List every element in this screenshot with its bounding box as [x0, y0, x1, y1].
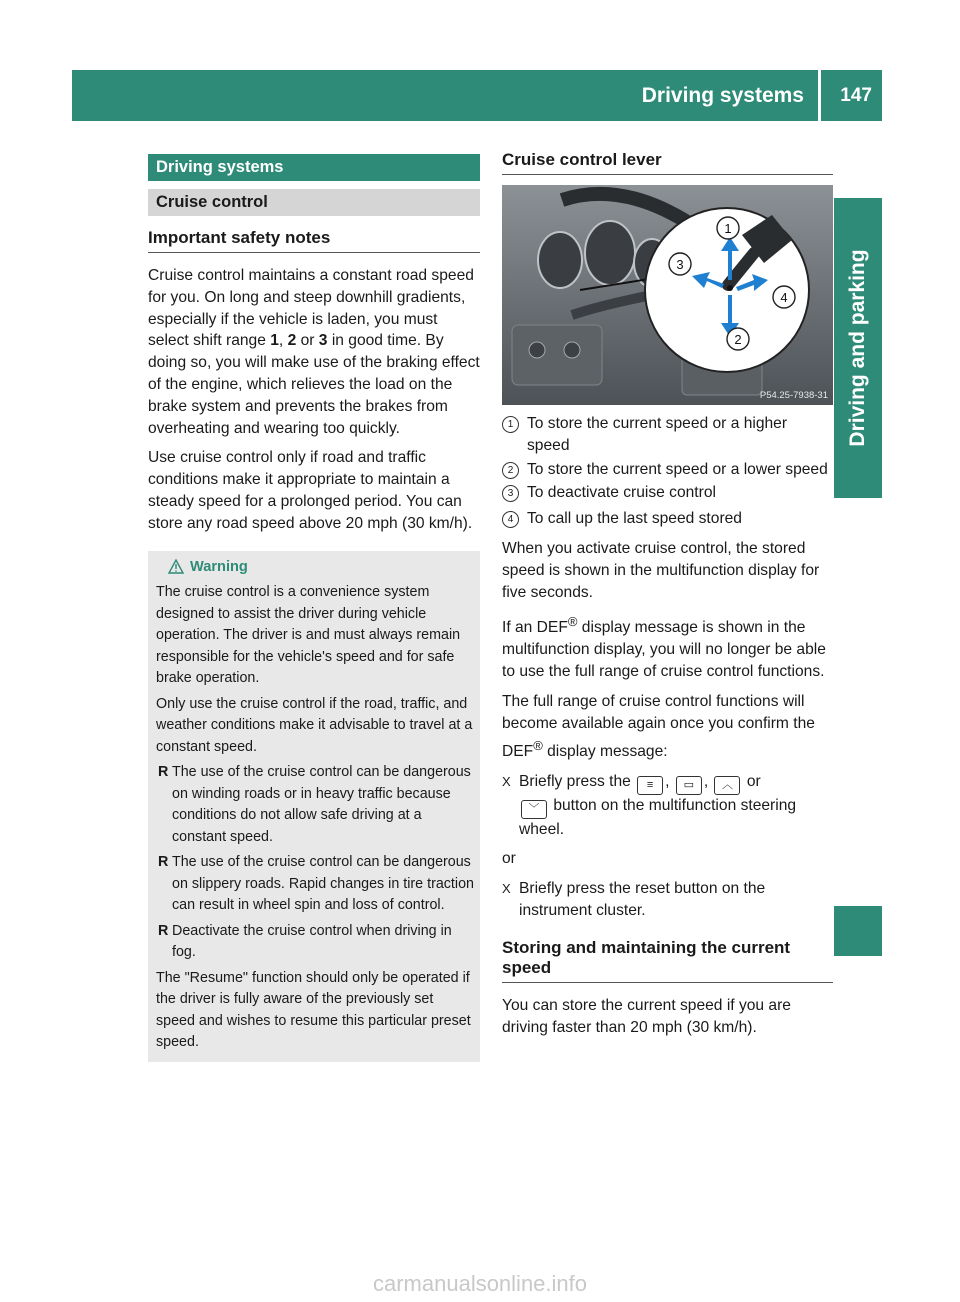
warning-paragraph-2: Only use the cruise control if the road, traffic, and weather conditions make it advisable to travel at a constant speed. — [156, 695, 473, 755]
left-column — [148, 154, 480, 1062]
step-reset-button: X Briefly press the reset button on the instrument cluster. — [502, 880, 766, 919]
list-item: 4 To call up the last speed stored — [502, 508, 833, 530]
header-title: Driving systems — [642, 70, 821, 121]
usage-paragraph: Use cruise control only if road and traffic conditions make it appropriate to maintain a steady speed for a prolonged period. You can store any road speed above 20 mph (30 km/h). — [148, 449, 473, 532]
step-press-buttons: X Briefly press the ≡ , ▭ , ︿ or ﹀ button on the multifunction steering wheel. — [502, 772, 797, 838]
list-item: 3 To deactivate cruise control — [502, 482, 833, 504]
def-paragraph: If an DEF® display message is shown in the multifunction display, you will no longer be able to use the full range of cruise control functions. — [502, 614, 826, 681]
display-menu-button-icon: ≡ — [637, 776, 663, 795]
cruise-lever-heading: Cruise control lever — [502, 150, 833, 175]
right-column — [502, 150, 833, 1038]
figure-code: P54.25-7938-31 — [759, 390, 828, 401]
svg-text:2: 2 — [734, 332, 742, 347]
store-speed-paragraph: You can store the current speed if you are driving faster than 20 mph (30 km/h). — [502, 996, 791, 1036]
storing-speed-heading: Storing and maintaining the current speed — [502, 938, 833, 983]
callout-3 — [669, 253, 691, 275]
subsection-title: Cruise control — [148, 189, 480, 216]
warning-bullet: R The use of the cruise control can be dangerous on slippery roads. Rapid changes in tire traction can result in wheel spin and loss of control. — [158, 854, 474, 914]
warning-bullet: R Deactivate the cruise control when driving in fog. — [158, 922, 452, 961]
callout-1 — [717, 217, 739, 239]
activate-paragraph: When you activate cruise control, the stored speed is shown in the multifunction display for five seconds. — [502, 539, 820, 601]
watermark: carmanualsonline.info — [372, 1271, 588, 1296]
intro-paragraph: Cruise control maintains a constant road speed for you. On long and steep downhill gradients, especially if the vehicle is laden, you must select shift range 1, 2 or 3 in good time. By doing so, you will make use of the braking effect of the engine, which relieves the load on the brake system and prevents the brakes from overheating and wearing too quickly. — [148, 267, 480, 437]
warning-icon — [168, 559, 184, 574]
side-tab — [834, 198, 882, 498]
arrow-down-button-icon: ﹀ — [521, 800, 547, 819]
side-marker — [834, 906, 882, 956]
important-safety-heading: Important safety notes — [148, 228, 480, 253]
warning-paragraph-3: The "Resume" function should only be operated if the driver is fully aware of the previously set speed and wishes to resume this particular preset speed. — [156, 969, 471, 1051]
warning-box — [148, 551, 480, 1062]
warning-bullet: R The use of the cruise control can be dangerous on winding roads or in heavy traffic because conditions do not allow safe driving at a constant speed. — [158, 764, 471, 845]
confirm-paragraph: The full range of cruise control functions will become available again once you confirm the DEF® display message: — [502, 692, 815, 760]
warning-title: Warning — [156, 557, 474, 579]
arrow-up-button-icon: ︿ — [714, 776, 740, 795]
warning-paragraph-1: The cruise control is a convenience system designed to assist the driver during vehicle operation. The driver is and must always remain responsible for the vehicle's speed and for safe brake operation. — [156, 584, 461, 687]
side-tab-label: Driving and parking — [846, 249, 869, 447]
or-text: or — [502, 850, 516, 868]
window-button-icon: ▭ — [676, 776, 702, 795]
cruise-lever-figure — [502, 185, 833, 405]
callout-2 — [727, 328, 749, 350]
cruise-lever-illustration — [502, 185, 833, 405]
svg-text:4: 4 — [780, 290, 788, 305]
svg-text:3: 3 — [676, 257, 684, 272]
svg-text:1: 1 — [724, 221, 732, 236]
page-number: 147 — [840, 85, 872, 106]
callout-4 — [773, 286, 795, 308]
list-item: 2 To store the current speed or a lower speed — [502, 459, 833, 481]
list-item: 1 To store the current speed or a higher speed — [502, 413, 833, 457]
callout-list — [502, 413, 833, 530]
header-bar — [72, 70, 882, 121]
section-title: Driving systems — [148, 154, 480, 181]
